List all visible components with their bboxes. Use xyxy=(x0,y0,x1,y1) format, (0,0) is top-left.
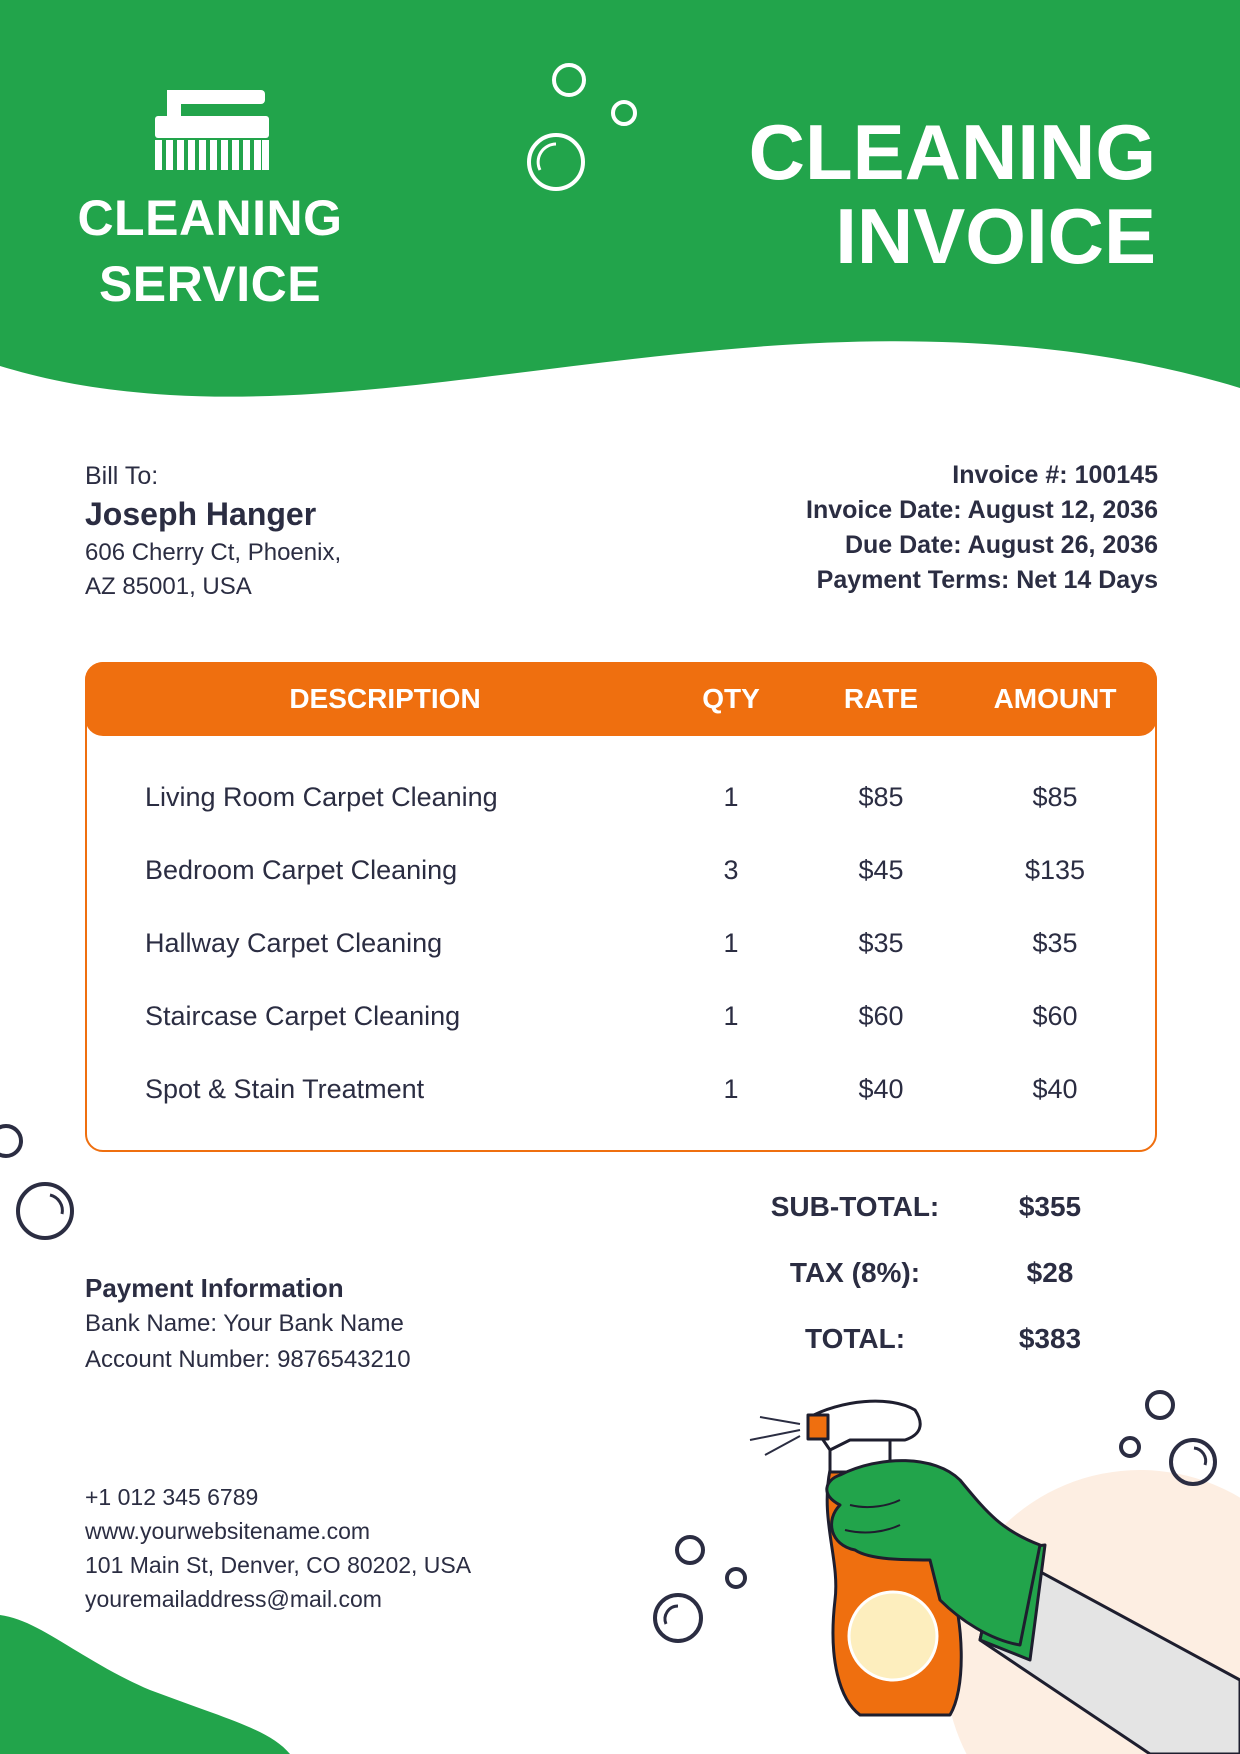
item-rate: $40 xyxy=(858,1074,904,1104)
item-amount: $60 xyxy=(1032,1001,1078,1031)
table-row xyxy=(85,981,1157,1054)
table-header xyxy=(85,662,1157,736)
item-description: Hallway Carpet Cleaning xyxy=(145,928,443,958)
contact-address: 101 Main St, Denver, CO 80202, USA xyxy=(85,1552,472,1578)
title-line-2: INVOICE xyxy=(835,192,1156,280)
header-qty: QTY xyxy=(702,683,760,714)
payment-info xyxy=(85,1270,411,1378)
item-rate: $35 xyxy=(858,928,904,958)
header-rate: RATE xyxy=(843,683,919,714)
item-rate: $60 xyxy=(858,1001,904,1031)
total-row xyxy=(760,1312,1120,1378)
item-qty: 1 xyxy=(723,1001,739,1031)
brand-line-2: SERVICE xyxy=(98,256,322,312)
total-value: $383 xyxy=(1018,1323,1082,1354)
client-address-line-2: AZ 85001, USA xyxy=(85,573,252,600)
item-description: Staircase Carpet Cleaning xyxy=(145,1001,461,1031)
payment-terms: Payment Terms: Net 14 Days xyxy=(816,566,1158,594)
item-rate: $85 xyxy=(858,782,904,812)
item-description: Living Room Carpet Cleaning xyxy=(145,782,498,812)
footer-blob xyxy=(0,1615,290,1754)
total-label: TOTAL: xyxy=(804,1323,906,1354)
item-rate: $45 xyxy=(858,855,904,885)
left-bubbles-icon xyxy=(0,1126,72,1238)
account-number: Account Number: 9876543210 xyxy=(85,1346,411,1373)
item-qty: 3 xyxy=(723,855,739,885)
brand-name xyxy=(60,185,360,317)
tax-label: TAX (8%): xyxy=(789,1257,921,1288)
contact-website: www.yourwebsitename.com xyxy=(85,1518,371,1544)
table-row xyxy=(85,908,1157,981)
tax-value: $28 xyxy=(1026,1257,1074,1288)
table-row xyxy=(85,762,1157,835)
item-qty: 1 xyxy=(723,782,739,812)
table-row xyxy=(85,835,1157,908)
item-qty: 1 xyxy=(723,1074,739,1104)
bank-name: Bank Name: Your Bank Name xyxy=(85,1310,404,1337)
title-line-1: CLEANING xyxy=(748,108,1156,196)
invoice-date: Invoice Date: August 12, 2036 xyxy=(806,496,1158,524)
contact-email: youremailaddress@mail.com xyxy=(85,1586,382,1612)
invoice-meta xyxy=(806,458,1158,598)
subtotal-row xyxy=(760,1180,1120,1246)
item-amount: $40 xyxy=(1032,1074,1078,1104)
tax-row xyxy=(760,1246,1120,1312)
item-description: Spot & Stain Treatment xyxy=(145,1074,425,1104)
table-body xyxy=(85,762,1157,1127)
client-name: Joseph Hanger xyxy=(85,496,317,532)
totals xyxy=(760,1180,1120,1378)
invoice-number: Invoice #: 100145 xyxy=(952,461,1158,489)
header-amount: AMOUNT xyxy=(993,683,1117,714)
item-amount: $135 xyxy=(1024,855,1086,885)
bill-to xyxy=(85,458,341,604)
header-description: DESCRIPTION xyxy=(289,683,481,714)
subtotal-label: SUB-TOTAL: xyxy=(770,1191,940,1222)
contact-phone: +1 012 345 6789 xyxy=(85,1484,259,1510)
item-qty: 1 xyxy=(723,928,739,958)
table-row xyxy=(85,1054,1157,1127)
document-title xyxy=(749,110,1156,278)
brand-line-1: CLEANING xyxy=(77,190,343,246)
subtotal-value: $355 xyxy=(1018,1191,1082,1222)
due-date: Due Date: August 26, 2036 xyxy=(844,531,1158,559)
payment-heading: Payment Information xyxy=(85,1273,344,1303)
contact-info xyxy=(85,1480,471,1616)
client-address-line-1: 606 Cherry Ct, Phoenix, xyxy=(85,539,342,566)
item-amount: $85 xyxy=(1032,782,1078,812)
bill-to-label: Bill To: xyxy=(85,462,159,490)
item-description: Bedroom Carpet Cleaning xyxy=(145,855,458,885)
item-amount: $35 xyxy=(1032,928,1078,958)
